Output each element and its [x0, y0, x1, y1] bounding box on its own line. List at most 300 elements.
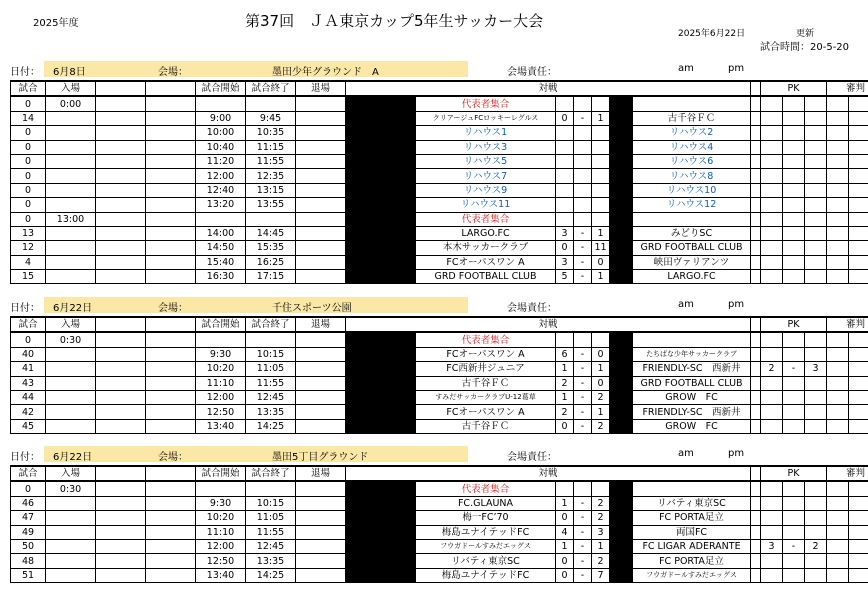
away-team: FRIENDLY-SC 西新井	[633, 405, 751, 419]
referee	[849, 405, 868, 419]
separator	[610, 347, 628, 361]
blank-cell	[827, 347, 849, 361]
venue-manager-label: 会場責任：	[507, 67, 557, 78]
blank-cell	[827, 511, 849, 525]
table-row	[11, 183, 868, 197]
end-time: 11:05	[246, 511, 296, 525]
home-score	[556, 126, 574, 140]
away-team: リハウス12	[633, 198, 751, 212]
separator	[610, 525, 628, 539]
separator	[610, 226, 628, 240]
home-score	[556, 140, 574, 154]
home-team: FCオーパスワン A	[416, 255, 556, 269]
away-score: 0	[592, 376, 610, 390]
home-team: 梅島ユナイテッドFC	[416, 525, 556, 539]
separator	[610, 126, 628, 140]
end-time: 11:55	[246, 525, 296, 539]
pk-away	[805, 554, 827, 568]
blank-cell	[827, 96, 849, 111]
pk-dash	[783, 140, 805, 154]
venue-name: 墨田5丁目グラウンド	[272, 452, 369, 463]
pk-away	[805, 525, 827, 539]
home-team: リハウス7	[416, 169, 556, 183]
referee	[849, 96, 868, 111]
exit-time	[296, 140, 346, 154]
referee	[849, 525, 868, 539]
end-time: 13:35	[246, 405, 296, 419]
col-blank	[146, 466, 196, 481]
pk-away	[805, 347, 827, 361]
away-team: フウガドールすみだエッグス	[633, 568, 751, 582]
away-team: 古千谷ＦＣ	[633, 111, 751, 125]
blank-cell	[827, 554, 849, 568]
pk-away	[805, 111, 827, 125]
info-highlight	[44, 446, 468, 462]
schedule-table	[10, 465, 868, 583]
col-blank	[96, 317, 146, 332]
section-info-bar	[10, 61, 865, 77]
away-team: 峡田ヴァリアンツ	[633, 255, 751, 269]
separator	[346, 525, 416, 539]
pm-label: pm	[728, 448, 745, 459]
referee	[849, 169, 868, 183]
entry-time	[46, 419, 96, 433]
home-score	[556, 154, 574, 168]
away-score	[592, 332, 610, 347]
home-score: 6	[556, 347, 574, 361]
home-score: 1	[556, 496, 574, 510]
referee	[849, 140, 868, 154]
away-team: GRD FOOTBALL CLUB	[633, 241, 751, 255]
score-dash: -	[574, 347, 592, 361]
date-label: 日付：	[10, 452, 40, 463]
blank-cell	[751, 332, 761, 347]
referee	[849, 419, 868, 433]
match-number: 13	[11, 226, 46, 240]
entry-time	[46, 255, 96, 269]
blank-cell	[751, 539, 761, 553]
away-team: たちばな少年サッカークラブ	[633, 347, 751, 361]
blank-cell	[146, 405, 196, 419]
pk-away	[805, 496, 827, 510]
away-team: GRD FOOTBALL CLUB	[633, 376, 751, 390]
home-team: リハウス9	[416, 183, 556, 197]
home-score	[556, 332, 574, 347]
entry-time: 0:30	[46, 332, 96, 347]
exit-time	[296, 226, 346, 240]
start-time: 10:40	[196, 140, 246, 154]
score-dash: -	[574, 362, 592, 376]
pk-dash	[783, 96, 805, 111]
blank-cell	[146, 419, 196, 433]
score-dash: -	[574, 405, 592, 419]
pm-label: pm	[728, 63, 745, 74]
pk-away	[805, 419, 827, 433]
pk-dash	[783, 198, 805, 212]
start-time: 14:50	[196, 241, 246, 255]
blank-cell	[751, 198, 761, 212]
match-number: 44	[11, 390, 46, 404]
match-number: 43	[11, 376, 46, 390]
blank-cell	[827, 539, 849, 553]
blank-cell	[827, 212, 849, 226]
col-blank	[751, 466, 761, 481]
end-time: 11:55	[246, 154, 296, 168]
home-team: 梅一FC’70	[416, 511, 556, 525]
start-time: 14:00	[196, 226, 246, 240]
blank-cell	[751, 568, 761, 582]
blank-cell	[96, 496, 146, 510]
score-dash	[574, 169, 592, 183]
separator	[346, 212, 416, 226]
date-value: 6月8日	[53, 67, 86, 78]
match-number: 42	[11, 405, 46, 419]
exit-time	[296, 568, 346, 582]
section-info-bar	[10, 446, 865, 462]
match-time: 試合時間：20-5-20	[760, 42, 850, 53]
end-time: 13:55	[246, 198, 296, 212]
separator	[610, 419, 628, 433]
match-number: 40	[11, 347, 46, 361]
col-entry: 入場	[46, 466, 96, 481]
table-row	[11, 270, 868, 284]
separator	[346, 496, 416, 510]
end-time	[246, 212, 296, 226]
match-number: 0	[11, 481, 46, 496]
separator	[346, 183, 416, 197]
separator	[346, 390, 416, 404]
separator	[610, 511, 628, 525]
entry-time	[46, 270, 96, 284]
referee	[849, 126, 868, 140]
home-team: FCオーパスワン A	[416, 347, 556, 361]
table-row	[11, 539, 868, 553]
pk-away	[805, 140, 827, 154]
blank-cell	[751, 226, 761, 240]
end-time: 10:15	[246, 496, 296, 510]
home-score: 0	[556, 568, 574, 582]
separator	[610, 140, 628, 154]
blank-cell	[827, 332, 849, 347]
match-number: 48	[11, 554, 46, 568]
referee	[849, 212, 868, 226]
start-time: 11:10	[196, 525, 246, 539]
score-dash	[574, 96, 592, 111]
exit-time	[296, 255, 346, 269]
table-row	[11, 332, 868, 347]
entry-time	[46, 362, 96, 376]
pk-dash	[783, 241, 805, 255]
exit-time	[296, 525, 346, 539]
col-pk: PK	[761, 466, 827, 481]
score-dash	[574, 183, 592, 197]
home-score	[556, 183, 574, 197]
table-row	[11, 255, 868, 269]
blank-cell	[751, 169, 761, 183]
away-score: 2	[592, 496, 610, 510]
blank-cell	[827, 183, 849, 197]
blank-cell	[827, 390, 849, 404]
end-time	[246, 481, 296, 496]
end-time: 14:25	[246, 419, 296, 433]
score-dash: -	[574, 390, 592, 404]
away-team: みどりSC	[633, 226, 751, 240]
separator	[346, 405, 416, 419]
separator	[346, 140, 416, 154]
away-score	[592, 96, 610, 111]
start-time: 9:00	[196, 111, 246, 125]
blank-cell	[96, 362, 146, 376]
col-matchup: 対戦	[346, 81, 751, 96]
entry-time	[46, 226, 96, 240]
away-team	[633, 332, 751, 347]
away-team: リハウス4	[633, 140, 751, 154]
score-dash: -	[574, 376, 592, 390]
home-score	[556, 481, 574, 496]
end-time: 14:45	[246, 226, 296, 240]
referee	[849, 511, 868, 525]
away-team: リハウス6	[633, 154, 751, 168]
date-label: 日付：	[10, 67, 40, 78]
start-time: 11:10	[196, 376, 246, 390]
exit-time	[296, 362, 346, 376]
pk-home	[761, 568, 783, 582]
venue-manager-label: 会場責任：	[507, 303, 557, 314]
start-time: 10:00	[196, 126, 246, 140]
table-row	[11, 525, 868, 539]
away-team	[633, 481, 751, 496]
match-number: 0	[11, 198, 46, 212]
referee	[849, 154, 868, 168]
entry-time	[46, 525, 96, 539]
score-dash: -	[574, 554, 592, 568]
start-time: 9:30	[196, 496, 246, 510]
blank-cell	[146, 390, 196, 404]
col-end: 試合終了	[246, 317, 296, 332]
separator	[610, 362, 628, 376]
blank-cell	[96, 96, 146, 111]
blank-cell	[96, 568, 146, 582]
home-score: 1	[556, 539, 574, 553]
table-row	[11, 169, 868, 183]
pk-away	[805, 169, 827, 183]
pk-dash	[783, 255, 805, 269]
blank-cell	[146, 111, 196, 125]
blank-cell	[96, 183, 146, 197]
away-team: LARGO.FC	[633, 270, 751, 284]
end-time: 10:35	[246, 126, 296, 140]
end-time: 17:15	[246, 270, 296, 284]
venue-section	[10, 61, 865, 284]
blank-cell	[751, 419, 761, 433]
blank-cell	[146, 481, 196, 496]
start-time: 15:40	[196, 255, 246, 269]
home-score: 0	[556, 241, 574, 255]
entry-time	[46, 496, 96, 510]
table-row	[11, 198, 868, 212]
separator	[346, 241, 416, 255]
table-row	[11, 226, 868, 240]
separator	[610, 169, 628, 183]
score-dash	[574, 332, 592, 347]
exit-time	[296, 212, 346, 226]
pk-dash	[783, 511, 805, 525]
blank-cell	[96, 126, 146, 140]
pk-away	[805, 183, 827, 197]
referee	[849, 332, 868, 347]
col-blank	[146, 317, 196, 332]
home-score: 1	[556, 362, 574, 376]
pk-dash	[783, 376, 805, 390]
home-team: 代表者集合	[416, 212, 556, 226]
end-time: 12:45	[246, 390, 296, 404]
blank-cell	[827, 419, 849, 433]
start-time: 13:40	[196, 419, 246, 433]
referee	[849, 198, 868, 212]
match-number: 51	[11, 568, 46, 582]
am-label: am	[678, 63, 694, 74]
pk-dash	[783, 332, 805, 347]
away-score: 1	[592, 539, 610, 553]
away-team: リバティ東京SC	[633, 496, 751, 510]
blank-cell	[146, 347, 196, 361]
pk-home	[761, 525, 783, 539]
pk-home	[761, 226, 783, 240]
blank-cell	[146, 496, 196, 510]
home-score: 5	[556, 270, 574, 284]
score-dash: -	[574, 419, 592, 433]
referee	[849, 226, 868, 240]
pk-away	[805, 568, 827, 582]
pk-dash	[783, 525, 805, 539]
match-number: 14	[11, 111, 46, 125]
pk-home	[761, 212, 783, 226]
pk-home	[761, 169, 783, 183]
separator	[610, 198, 628, 212]
exit-time	[296, 511, 346, 525]
blank-cell	[827, 154, 849, 168]
blank-cell	[146, 554, 196, 568]
score-dash: -	[574, 539, 592, 553]
table-row	[11, 154, 868, 168]
col-blank	[751, 81, 761, 96]
blank-cell	[96, 539, 146, 553]
blank-cell	[751, 183, 761, 197]
col-blank	[96, 466, 146, 481]
am-label: am	[678, 299, 694, 310]
blank-cell	[96, 554, 146, 568]
start-time	[196, 481, 246, 496]
pk-dash	[783, 568, 805, 582]
blank-cell	[751, 212, 761, 226]
match-number: 0	[11, 96, 46, 111]
score-dash: -	[574, 270, 592, 284]
blank-cell	[827, 525, 849, 539]
blank-cell	[146, 539, 196, 553]
separator	[346, 169, 416, 183]
away-score	[592, 169, 610, 183]
score-dash: -	[574, 241, 592, 255]
away-score: 1	[592, 405, 610, 419]
pk-dash: -	[783, 539, 805, 553]
am-label: am	[678, 448, 694, 459]
pk-dash	[783, 154, 805, 168]
pk-dash	[783, 554, 805, 568]
pk-home	[761, 376, 783, 390]
away-team: FC PORTA足立	[633, 554, 751, 568]
exit-time	[296, 96, 346, 111]
blank-cell	[96, 111, 146, 125]
separator	[346, 568, 416, 582]
home-team: FCオーパスワン A	[416, 405, 556, 419]
home-team: リハウス1	[416, 126, 556, 140]
table-row	[11, 140, 868, 154]
pk-home	[761, 405, 783, 419]
away-team	[633, 96, 751, 111]
home-score: 4	[556, 525, 574, 539]
blank-cell	[146, 126, 196, 140]
pk-home	[761, 96, 783, 111]
pk-dash	[783, 270, 805, 284]
home-team: リハウス5	[416, 154, 556, 168]
blank-cell	[146, 140, 196, 154]
blank-cell	[96, 376, 146, 390]
venue-manager-label: 会場責任：	[507, 452, 557, 463]
col-blank	[751, 317, 761, 332]
blank-cell	[751, 511, 761, 525]
blank-cell	[827, 241, 849, 255]
separator	[610, 390, 628, 404]
pk-away	[805, 241, 827, 255]
separator	[346, 376, 416, 390]
pk-home	[761, 496, 783, 510]
end-time: 11:15	[246, 140, 296, 154]
table-row	[11, 241, 868, 255]
away-team: FC PORTA足立	[633, 511, 751, 525]
blank-cell	[751, 255, 761, 269]
entry-time	[46, 154, 96, 168]
score-dash	[574, 154, 592, 168]
pk-away	[805, 126, 827, 140]
match-number: 0	[11, 140, 46, 154]
home-score: 3	[556, 226, 574, 240]
home-team: リハウス11	[416, 198, 556, 212]
entry-time	[46, 241, 96, 255]
table-row	[11, 111, 868, 125]
info-highlight	[44, 61, 468, 77]
col-pk: PK	[761, 317, 827, 332]
blank-cell	[96, 405, 146, 419]
away-score: 3	[592, 525, 610, 539]
separator	[346, 332, 416, 347]
pk-home	[761, 198, 783, 212]
table-row	[11, 405, 868, 419]
venue-name: 千住スポーツ公園	[272, 303, 352, 314]
blank-cell	[751, 405, 761, 419]
home-team: 古千谷ＦＣ	[416, 419, 556, 433]
match-number: 0	[11, 332, 46, 347]
pk-away	[805, 405, 827, 419]
home-score	[556, 212, 574, 226]
pk-away	[805, 198, 827, 212]
blank-cell	[751, 390, 761, 404]
referee	[849, 111, 868, 125]
section-info-bar	[10, 297, 865, 313]
home-team: リハウス3	[416, 140, 556, 154]
home-score: 0	[556, 419, 574, 433]
blank-cell	[96, 525, 146, 539]
exit-time	[296, 539, 346, 553]
